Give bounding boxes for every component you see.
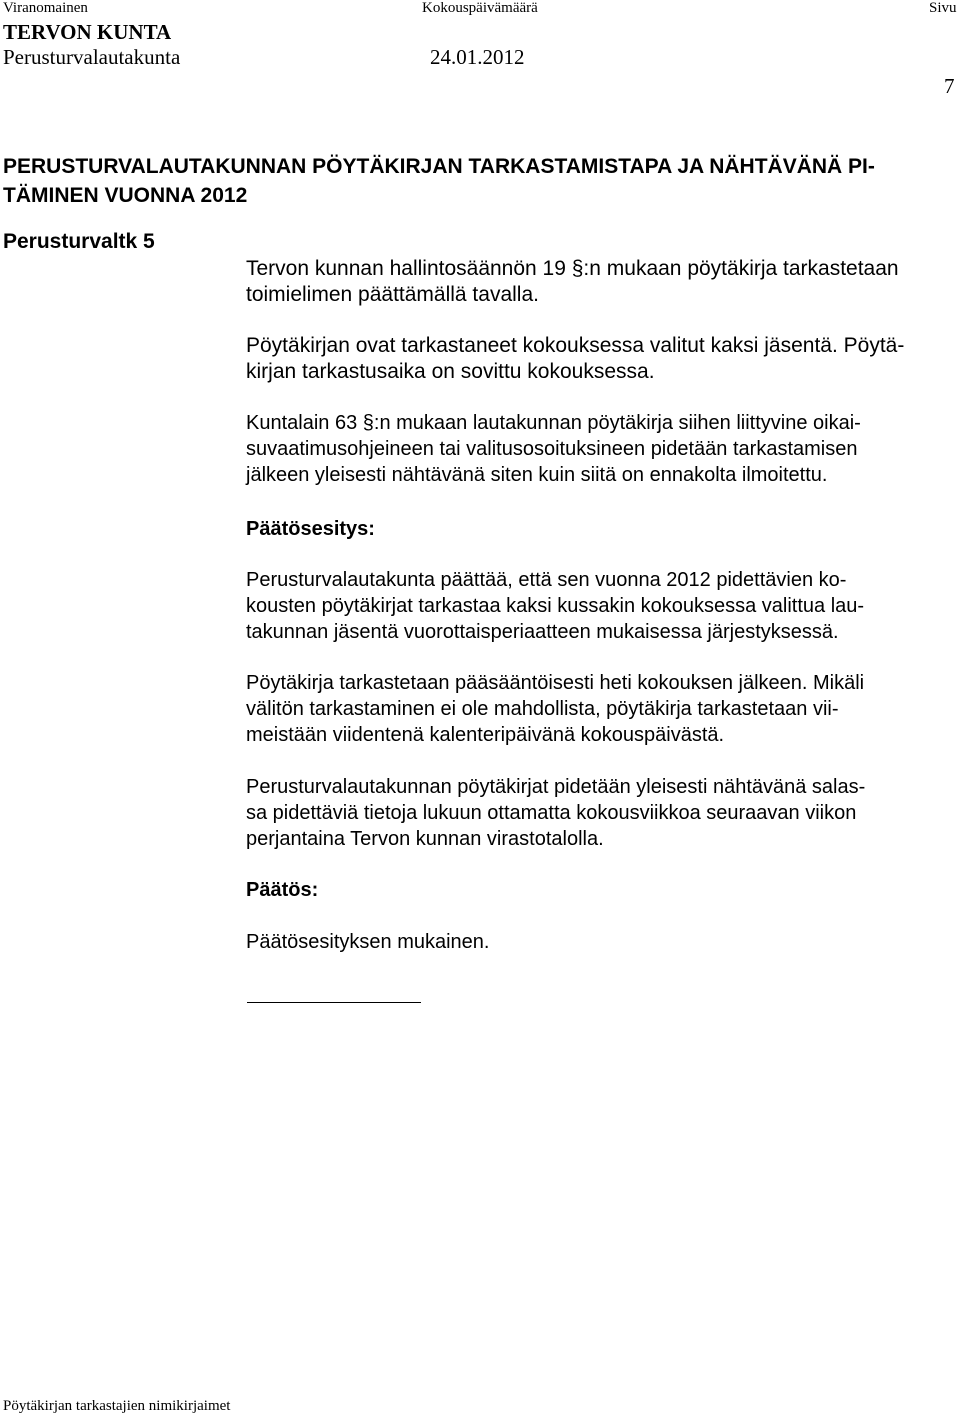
paragraph-1 [246,256,958,308]
header-date: 24.01.2012 [430,45,525,69]
paragraph-line: kirjan tarkastusaika on sovittu kokouksessa. [246,360,655,383]
page-title-line: TÄMINEN VUONNA 2012 [3,184,248,207]
paragraph-line: Pöytäkirjan ovat tarkastaneet kokouksessa valitut kaksi jäsentä. Pöytä- [246,334,905,357]
paragraph-5 [246,670,958,748]
paragraph-line: välitön tarkastaminen ei ole mahdollista, pöytäkirja tarkastetaan vii- [246,698,839,720]
header-label-authority: Viranomainen [3,0,88,16]
paragraph-3 [246,410,958,488]
header-label-page: Sivu [929,0,957,16]
footer-signatures-label: Pöytäkirjan tarkastajien nimikirjaimet [3,1398,231,1414]
paragraph-line: jälkeen yleisesti nähtävänä siten kuin siitä on ennakolta ilmoitettu. [246,464,828,486]
decision-label: Päätös: [246,879,319,901]
proposal-label: Päätösesitys: [246,518,375,540]
paragraph-6 [246,774,958,852]
paragraph-line: Tervon kunnan hallintosäännön 19 §:n mukaan pöytäkirja tarkastetaan [246,257,899,280]
page-title-line: PERUSTURVALAUTAKUNNAN PÖYTÄKIRJAN TARKASTAMISTAPA JA NÄHTÄVÄNÄ PI- [3,155,875,178]
paragraph-line: Pöytäkirja tarkastetaan pääsääntöisesti heti kokouksen jälkeen. Mikäli [246,672,865,694]
decision-text [246,929,958,955]
paragraph-line: toimielimen päättämällä tavalla. [246,283,539,306]
header-label-meeting-date: Kokouspäivämäärä [422,0,538,16]
paragraph-line: Perusturvalautakunta päättää, että sen vuonna 2012 pidettävien ko- [246,569,847,591]
paragraph-line: Perusturvalautakunnan pöytäkirjat pidetään yleisesti nähtävänä salas- [246,776,866,798]
paragraph-line: Päätösesityksen mukainen. [246,931,490,953]
page-number: 7 [944,74,955,98]
paragraph-line: suvaatimusohjeineen tai valitusosoituksineen pidetään tarkastamisen [246,438,858,460]
end-divider [247,1002,421,1003]
page-title [3,152,875,210]
paragraph-line: kousten pöytäkirjat tarkastaa kaksi kussakin kokouksessa valittua lau- [246,595,865,617]
paragraph-line: sa pidettäviä tietoja lukuun ottamatta kokousviikkoa seuraavan viikon [246,802,857,824]
header-authority: TERVON KUNTA [3,20,172,44]
paragraph-line: meistään viidentenä kalenteripäivänä kokouspäivästä. [246,724,725,746]
section-reference: Perusturvaltk 5 [3,230,155,253]
paragraph-4 [246,567,958,645]
header-board: Perusturvalautakunta [3,45,181,69]
paragraph-line: Kuntalain 63 §:n mukaan lautakunnan pöytäkirja siihen liittyvine oikai- [246,412,861,434]
paragraph-line: perjantaina Tervon kunnan virastotalolla. [246,828,604,850]
paragraph-line: takunnan jäsentä vuorottaisperiaatteen mukaisessa järjestyksessä. [246,621,839,643]
paragraph-2 [246,333,958,385]
